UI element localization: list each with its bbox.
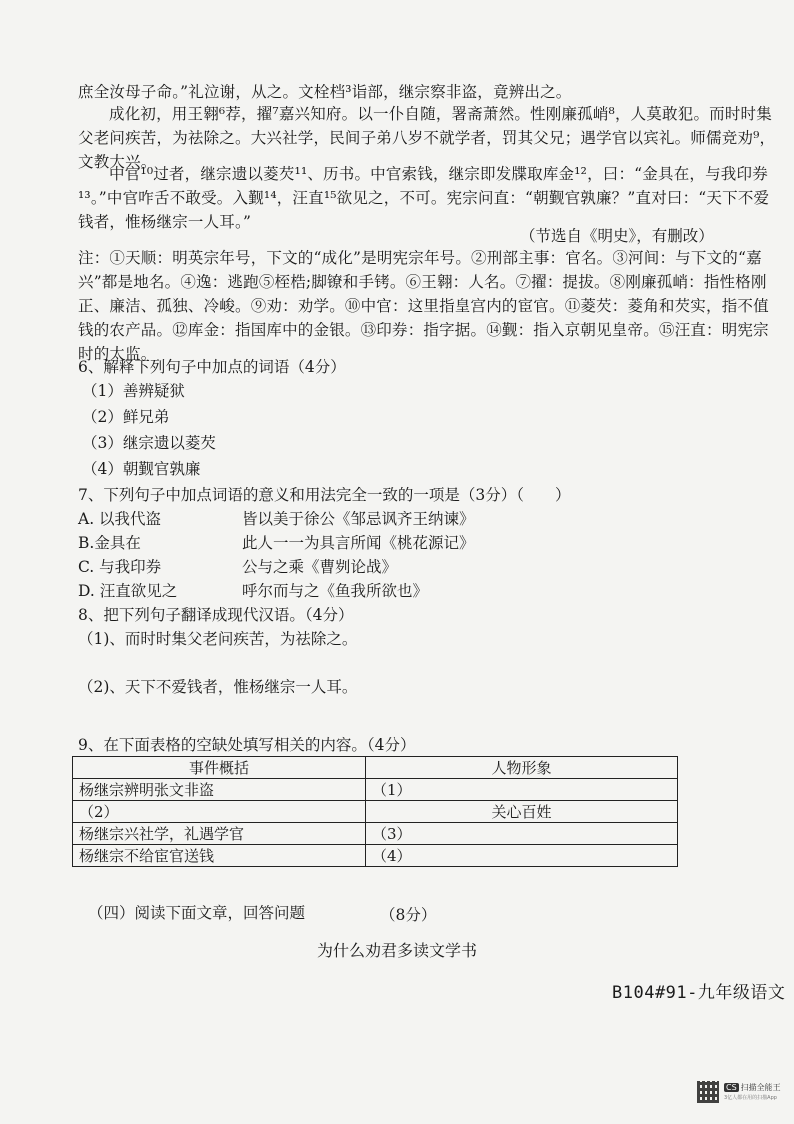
q6-item-4: （4）朝觐官孰廉 — [82, 460, 201, 478]
scanner-tagline: 3亿人都在用的扫描App — [724, 1095, 777, 1101]
scanner-name: 扫描全能王 — [740, 1083, 781, 1092]
q6-stem: 6、解释下列句子中加点的词语（4分） — [78, 358, 346, 376]
paper-code-footer: B104#91-九年级语文 — [612, 983, 786, 1003]
table-row — [73, 779, 678, 801]
q7-option-c-left: C. 与我印券 — [78, 558, 162, 576]
qr-code-icon — [697, 1081, 719, 1103]
table-cell-image: （1） — [366, 779, 678, 801]
q8-stem: 8、把下列句子翻译成现代汉语。（4分） — [78, 606, 354, 624]
q6-item-3: （3）继宗遗以菱芡 — [82, 434, 216, 452]
table-row — [73, 801, 678, 823]
q7-option-d-right: 呼尔而与之《鱼我所欲也》 — [242, 582, 429, 600]
passage-source: （节选自《明史》，有删改） — [520, 227, 714, 245]
table-cell-image: （4） — [366, 845, 678, 867]
table-cell-image: 关心百姓 — [366, 801, 678, 823]
q7-option-a-right: 皆以美于徐公《邹忌讽齐王纳谏》 — [242, 510, 475, 528]
q6-item-2: （2）鲜兄弟 — [82, 408, 170, 426]
table-cell-event: 杨继宗不给宦官送钱 — [73, 845, 366, 867]
scanner-logo-icon: CS — [726, 1083, 737, 1092]
table-cell-event: （2） — [73, 801, 366, 823]
table-cell-event: 杨继宗兴社学，礼遇学官 — [73, 823, 366, 845]
passage-paragraph-1: 庶全汝母子命。”礼泣谢，从之。文栓档³诣部，继宗察非盗，竟辨出之。 — [78, 83, 572, 101]
q7-option-d-left: D. 汪直欲见之 — [78, 582, 178, 600]
q7-option-b-left: B.金具在 — [78, 534, 141, 552]
section4-heading: （四）阅读下面文章，回答问题 — [88, 904, 306, 922]
q9-stem: 9、在下面表格的空缺处填写相关的内容。（4分） — [78, 736, 416, 754]
annotation-notes: 注：①天顺：明英宗年号，下文的“成化”是明宪宗年号。②刑部主事：官名。③河间：与下文的“嘉兴”都是地名。④逸：逃跑⑤桎梏;脚镣和手铐。⑥王翱：人名。⑦擢：提拔。⑧刚廉孤峭：指性格刚正、廉洁、孤独、冷峻。⑨劝：劝学。⑩中官：这里指皇宫内的宦官。⑪菱芡：菱角和芡实，指不值钱的农产品。⑫库金：指国库中的金银。⑬印券：指字据。⑭觐：指入京朝见皇帝。⑮汪直：明宪宗时的太监。 — [78, 249, 769, 363]
table-row — [73, 845, 678, 867]
table-row — [73, 823, 678, 845]
q7-option-a-left: A. 以我代盗 — [78, 510, 162, 528]
q9-table — [72, 756, 678, 867]
passage-paragraph-3: 中官¹⁰过者，继宗遗以菱芡¹¹、历书。中官索钱，继宗即发牒取库金¹²，曰：“金具在，与我印券¹³。”中官咋舌不敢受。入觐¹⁴，汪直¹⁵欲见之，不可。宪宗问直：“朝觐官孰廉？”直对曰：“天下不爱钱者，惟杨继宗一人耳。” — [78, 165, 770, 231]
table-header-row — [73, 757, 678, 779]
table-header-image: 人物形象 — [366, 757, 678, 779]
table-header-event: 事件概括 — [73, 757, 366, 779]
scanner-watermark — [724, 1082, 781, 1093]
q6-item-1: （1）善辨疑狱 — [82, 382, 185, 400]
q7-option-c-right: 公与之乘《曹刿论战》 — [242, 558, 398, 576]
article-title: 为什么劝君多读文学书 — [316, 941, 477, 960]
q8-item-2: （2)、天下不爱钱者，惟杨继宗一人耳。 — [78, 678, 358, 696]
q7-stem: 7、下列句子中加点词语的意义和用法完全一致的一项是（3分）（ ） — [78, 486, 571, 504]
table-cell-event: 杨继宗辨明张文非盗 — [73, 779, 366, 801]
q7-option-b-right: 此人一一为具言所闻《桃花源记》 — [242, 534, 475, 552]
table-cell-image: （3） — [366, 823, 678, 845]
passage-paragraph-2: 成化初，用王翱⁶荐，擢⁷嘉兴知府。以一仆自随，署斋萧然。性刚廉孤峭⁸，人莫敢犯。而时时集父老问疾苦，为祛除之。大兴社学，民间子弟八岁不就学者，罚其父兄；遇学官以宾礼。师儒竞劝⁹，文教大兴。 — [78, 105, 776, 171]
section4-score: （8分） — [380, 906, 437, 924]
q8-item-1: （1)、而时时集父老问疾苦，为祛除之。 — [78, 630, 358, 648]
